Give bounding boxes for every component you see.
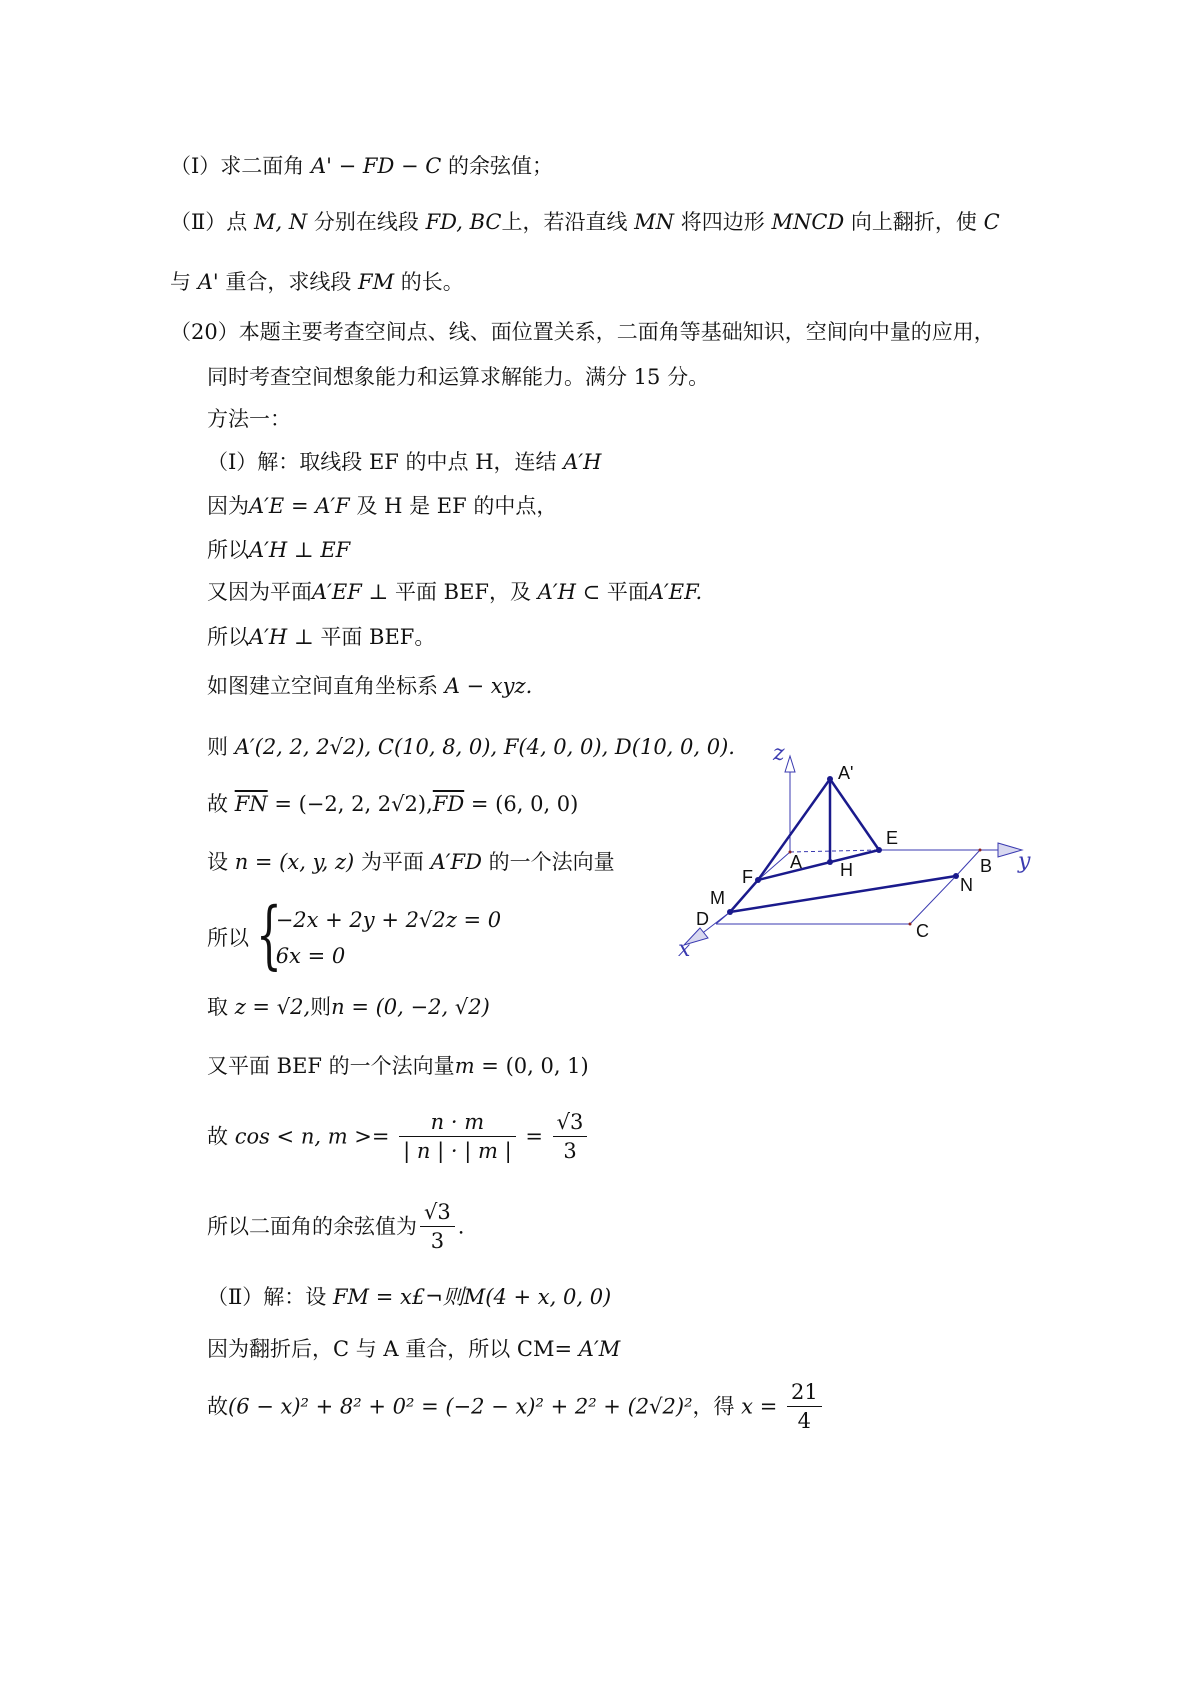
- z-axis-arrow: [785, 756, 795, 772]
- step-1: （Ⅰ）解：取线段 EF 的中点 H，连结 A′H: [207, 450, 602, 474]
- step-17: 故(6 − x)² + 8² + 0² = (−2 − x)² + 2² + (2√2)²，得 x = $\frac{21}{4}$: [207, 1378, 825, 1435]
- y-axis-label: y: [1018, 849, 1031, 874]
- point-m: [727, 909, 733, 915]
- equation-system: [255, 892, 502, 978]
- point-e: [876, 847, 882, 853]
- label-aprime: A': [838, 763, 854, 783]
- step-6: 如图建立空间直角坐标系 A − xyz.: [207, 674, 533, 698]
- step-2: 因为A′E = A′F 及 H 是 EF 的中点，: [207, 494, 558, 518]
- point-n: [953, 873, 959, 879]
- equation-2: 6x = 0: [275, 944, 346, 968]
- step-5: 所以A′H ⊥ 平面 BEF。: [207, 625, 436, 649]
- step-9: 设 n = (x, y, z) 为平面 A′FD 的一个法向量: [207, 850, 615, 874]
- answer-fraction: $\frac{√3}{3}$: [420, 1198, 455, 1255]
- step-3: 所以A′H ⊥ EF: [207, 538, 351, 562]
- vector-n: n: [234, 850, 249, 874]
- geometry-figure: [660, 730, 1060, 970]
- x-value-fraction: $\frac{21}{4}$: [787, 1378, 822, 1435]
- step-14: 所以二面角的余弦值为 $\frac{√3}{3}$ .: [207, 1200, 465, 1253]
- label-d: D: [696, 909, 709, 929]
- point-aprime: [827, 776, 833, 782]
- label-f: F: [742, 867, 753, 887]
- step-13: 故 cos < n, m >= $\frac{n \cdot m}{| n | \cdot | m |}$ = $\frac{√3}{3}$: [207, 1108, 590, 1165]
- dashed-line-ae: [790, 850, 879, 852]
- label-a: A: [790, 852, 803, 872]
- method-label: 方法一：: [207, 407, 291, 431]
- solution-header-line1: （20）本题主要考查空间点、线、面位置关系，二面角等基础知识，空间向中量的应用，: [170, 320, 995, 344]
- label-m: M: [710, 888, 725, 908]
- label-e: E: [886, 828, 899, 848]
- label-n: N: [960, 875, 973, 895]
- vector-fd: $\overline{FD}$: [432, 792, 465, 816]
- step-16: 因为翻折后，C 与 A 重合，所以 CM= A′M: [207, 1337, 621, 1361]
- label-b: B: [980, 856, 993, 876]
- solution-header-line2: 同时考查空间想象能力和运算求解能力。满分 15 分。: [207, 365, 710, 389]
- edge-aprime-e: [830, 779, 879, 850]
- edge-bn: [956, 850, 980, 876]
- step-4: 又因为平面A′EF ⊥ 平面 BEF，及 A′H ⊂ 平面A′EF.: [207, 580, 703, 604]
- equation-1: −2x + 2y + 2√2z = 0: [275, 908, 502, 932]
- label-h: H: [840, 860, 853, 880]
- vector-fn: $\overline{FN}$: [234, 792, 268, 816]
- label-c: C: [916, 921, 929, 941]
- cosine-fraction: $\frac{n \cdot m}{| n | \cdot | m |}$: [399, 1108, 515, 1165]
- step-10-system: 所以 { −2x + 2y + 2√2z = 0 6x = 0: [207, 892, 502, 978]
- part2-line1: （Ⅱ）点 M, N 分别在线段 FD, BC上，若沿直线 MN 将四边形 MNCD 向上翻折，使 C: [170, 210, 1000, 234]
- point-c: [909, 923, 912, 926]
- part2-line2: 与 A' 重合，求线段 FM 的长。: [170, 270, 464, 294]
- part1-expression: A' − FD − C: [310, 154, 442, 178]
- z-axis-label: z: [773, 741, 785, 766]
- part1-line: （Ⅰ）求二面角 A' − FD − C 的余弦值；: [170, 154, 553, 178]
- step-15: （Ⅱ）解：设 FM = x£¬则M(4 + x, 0, 0): [207, 1285, 612, 1309]
- point-h: [827, 859, 833, 865]
- step-11: 取 z = √2,则n = (0, −2, √2): [207, 995, 490, 1019]
- x-axis-label: x: [678, 937, 691, 962]
- step-7: 则 A′(2, 2, 2√2), C(10, 8, 0), F(4, 0, 0), D(10, 0, 0).: [207, 735, 735, 759]
- step-12: 又平面 BEF 的一个法向量m = (0, 0, 1): [207, 1054, 589, 1078]
- brace: {: [255, 892, 282, 978]
- point-f: [755, 877, 761, 883]
- step-8: 故 $\overline{FN} = (-2$, 2, $2√2),\overline{FD} = (6$, 0, 0): [207, 792, 579, 816]
- result-fraction: $\frac{√3}{3}$: [553, 1108, 588, 1165]
- point-b: [979, 849, 982, 852]
- edge-mn: [730, 876, 956, 912]
